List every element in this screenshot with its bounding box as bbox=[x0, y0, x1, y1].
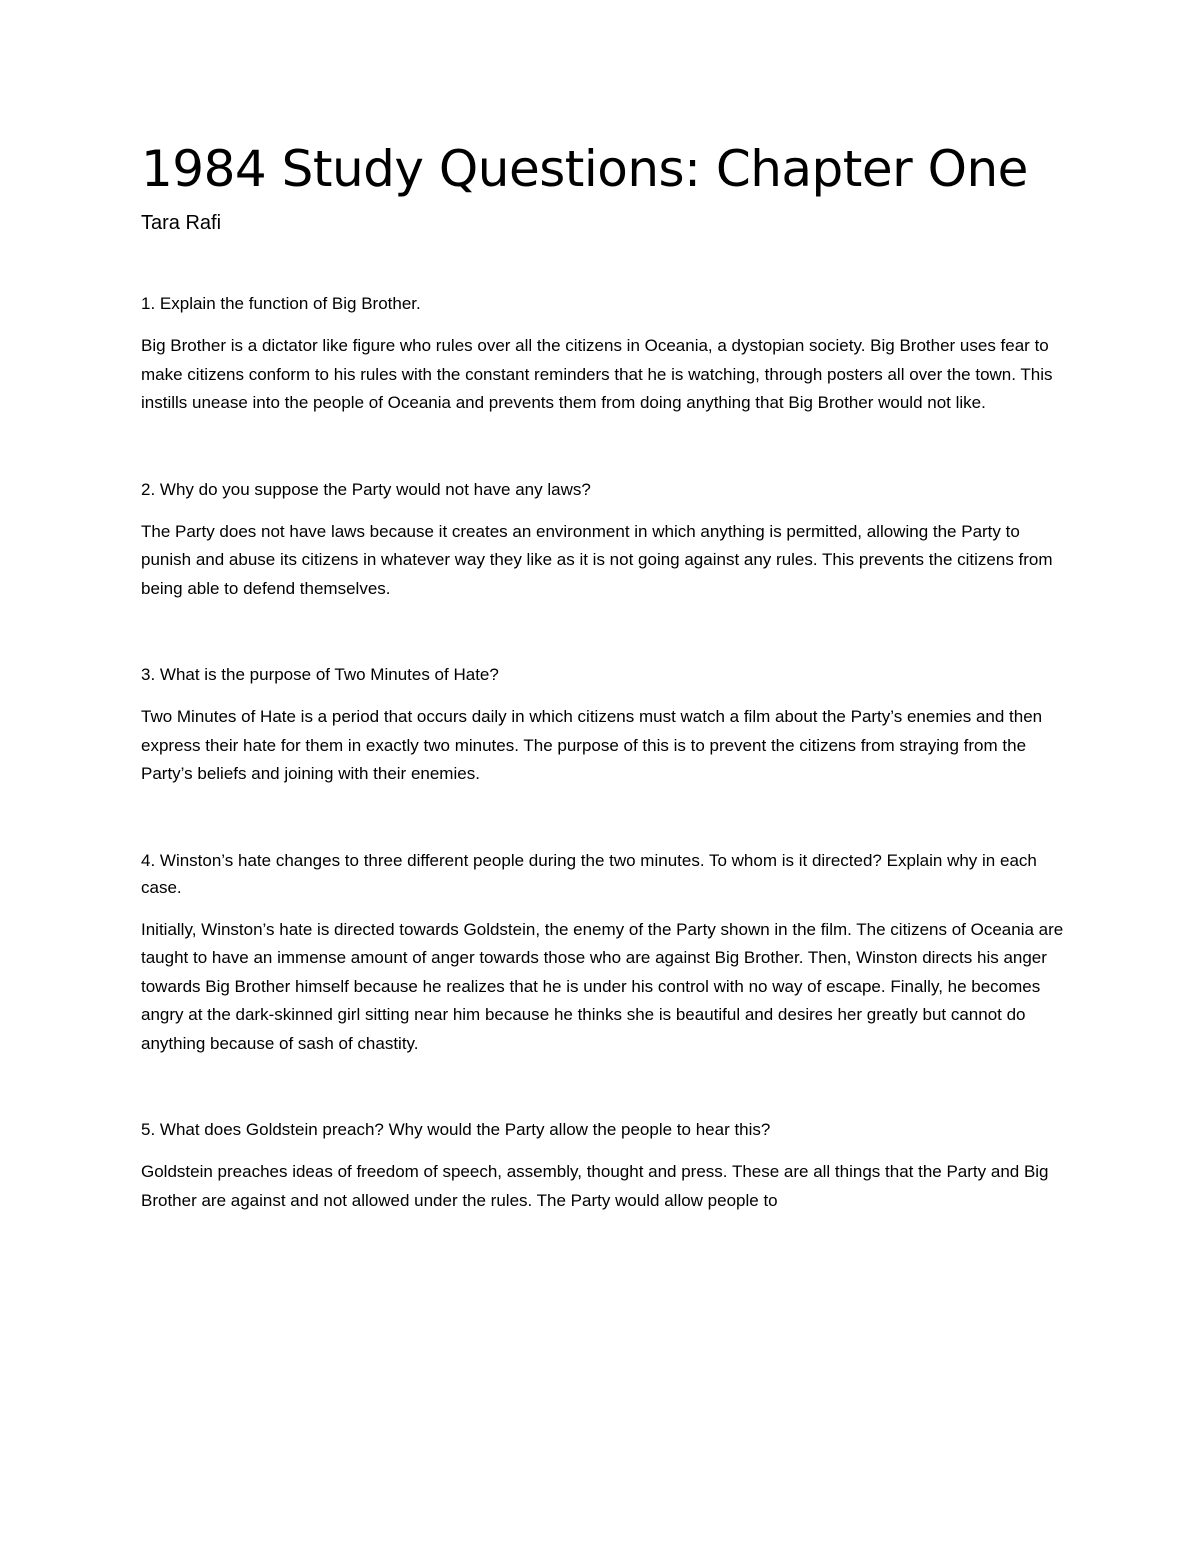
question-block bbox=[141, 290, 1071, 418]
answer-text: Two Minutes of Hate is a period that occurs daily in which citizens must watch a film about the Party’s enemies and then express their hate for them in exactly two minutes. The purpose of this is to prevent the citizens from straying from the Party’s beliefs and joining with their enemies. bbox=[141, 707, 1043, 783]
question-block bbox=[141, 476, 1071, 604]
document-title: 1984 Study Questions: Chapter One bbox=[141, 140, 1028, 198]
question-text: 4. Winston’s hate changes to three different people during the two minutes. To whom is it directed? Explain why in each case. bbox=[141, 850, 1037, 897]
question-block bbox=[141, 847, 1071, 1059]
document-body bbox=[141, 138, 1071, 1215]
question-text: 5. What does Goldstein preach? Why would the Party allow the people to hear this? bbox=[141, 1120, 771, 1139]
question-text: 2. Why do you suppose the Party would not have any laws? bbox=[141, 479, 591, 499]
answer-text: Goldstein preaches ideas of freedom of speech, assembly, thought and press. These are all things that the Party and Big Brother are against and not allowed under the rules. The Party would allow people to bbox=[141, 1162, 1049, 1210]
question-text: 1. Explain the function of Big Brother. bbox=[141, 294, 421, 313]
question-block bbox=[141, 661, 1071, 789]
answer-text: Big Brother is a dictator like figure who rules over all the citizens in Oceania, a dystopian society. Big Brother uses fear to make citizens conform to his rules with the constant reminders that he is watching, through posters all over the town. This instills unease into the people of Oceania and prevents them from doing anything that Big Brother would not like. bbox=[141, 336, 1053, 412]
question-text: 3. What is the purpose of Two Minutes of Hate? bbox=[141, 665, 499, 684]
question-block bbox=[141, 1116, 1071, 1215]
answer-text: Initially, Winston’s hate is directed towards Goldstein, the enemy of the Party shown in the film. The citizens of Oceania are taught to have an immense amount of anger towards those who are against Big Brother. Then, Winston directs his anger towards Big Brother himself because he realizes that he is under his control with no way of escape. Finally, he becomes angry at the dark-skinned girl sitting near him because he thinks she is beautiful and desires her greatly but cannot do anything because of sash of chastity. bbox=[141, 919, 1064, 1053]
document-author: Tara Rafi bbox=[141, 212, 222, 234]
answer-text: The Party does not have laws because it creates an environment in which anything is permitted, allowing the Party to punish and abuse its citizens in whatever way they like as it is not going against any rules. This prevents the citizens from being able to defend themselves. bbox=[141, 521, 1053, 598]
